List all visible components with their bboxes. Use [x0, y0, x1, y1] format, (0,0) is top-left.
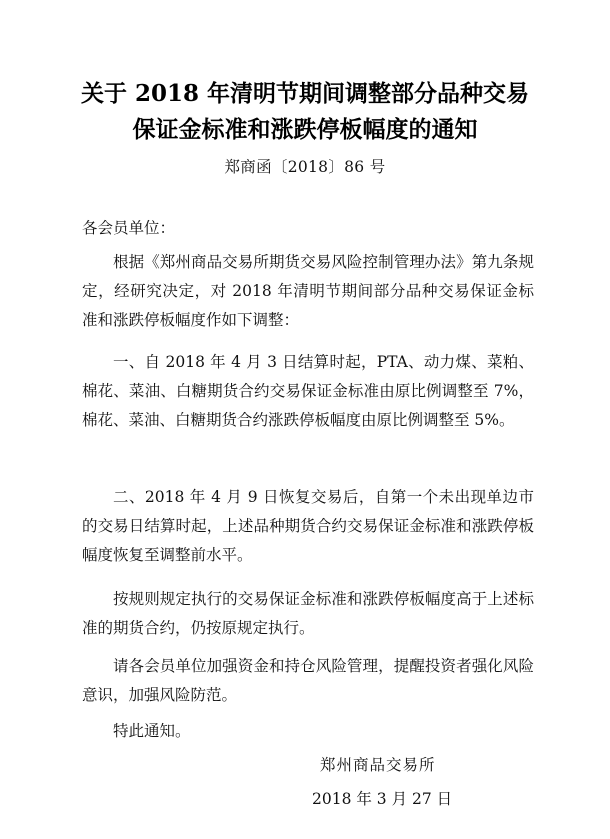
- paragraph-risk-reminder: 请各会员单位加强资金和持仓风险管理，提醒投资者强化风险意识，加强风险防范。: [82, 657, 534, 704]
- paragraph-item-one: 一、自 2018 年 4 月 3 日结算时起，PTA、动力煤、菜粕、棉花、菜油、白糖期货合约交易保证金标准由原比例调整至 7%，棉花、菜油、白糖期货合约涨跌停板幅度由原比例调整至 5%。: [82, 353, 534, 429]
- paragraph-item-two: 二、2018 年 4 月 9 日恢复交易后，自第一个未出现单边市的交易日结算时起，上述品种期货合约交易保证金标准和涨跌停板幅度恢复至调整前水平。: [82, 488, 534, 564]
- document-title-line-2: 保证金标准和涨跌停板幅度的通知: [132, 116, 478, 143]
- signature-organization: 郑州商品交易所: [320, 756, 436, 774]
- document-number: 郑商函〔2018〕86 号: [224, 158, 386, 176]
- signature-date: 2018 年 3 月 27 日: [312, 790, 453, 808]
- paragraph-closing: 特此通知。: [113, 722, 191, 740]
- document-title-line-1: 关于 2018 年清明节期间调整部分品种交易: [80, 80, 530, 107]
- paragraph-basis: 根据《郑州商品交易所期货交易风险控制管理办法》第九条规定，经研究决定，对 2018 年清明节期间部分品种交易保证金标准和涨跌停板幅度作如下调整：: [82, 253, 534, 329]
- paragraph-rule-note: 按规则规定执行的交易保证金标准和涨跌停板幅度高于上述标准的期货合约，仍按原规定执行。: [82, 590, 534, 637]
- salutation: 各会员单位：: [82, 219, 176, 237]
